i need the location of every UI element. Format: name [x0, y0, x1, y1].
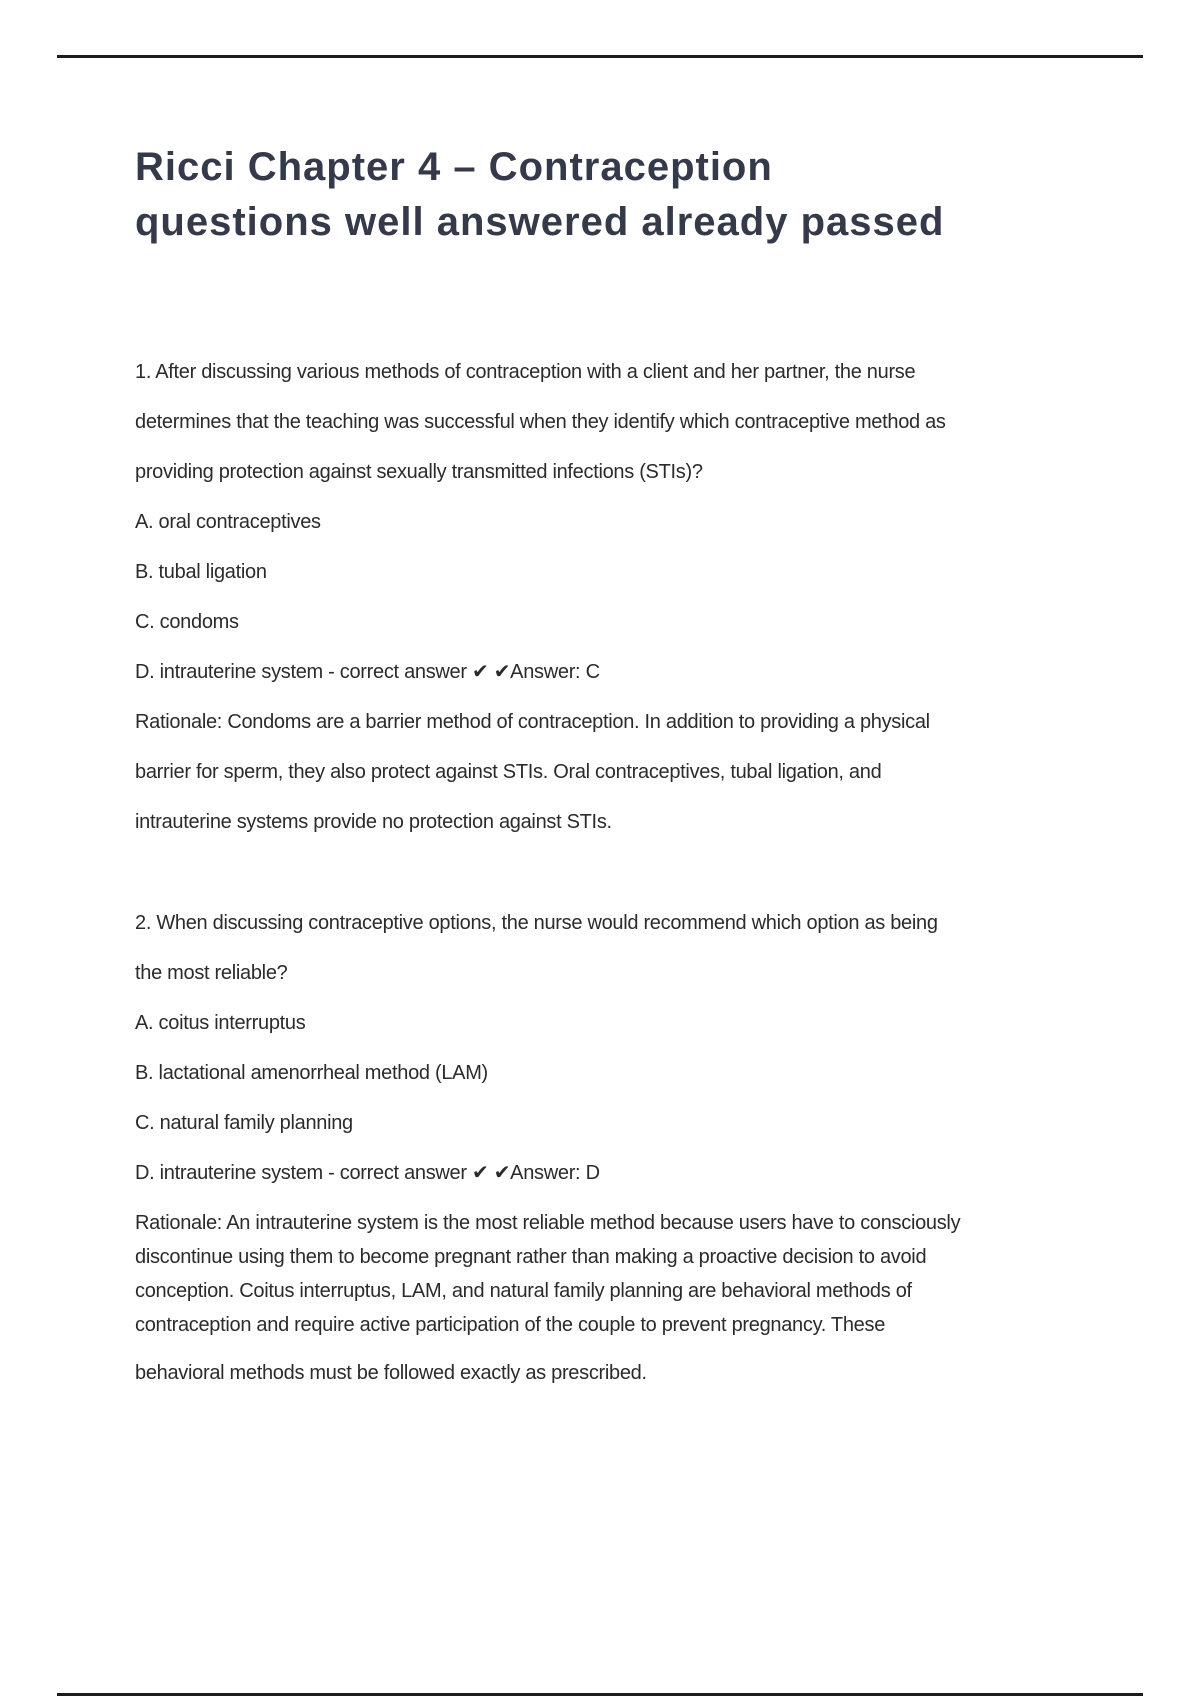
question-1-text-line: providing protection against sexually transmitted infections (STIs)? [135, 461, 703, 483]
title-line-1: Ricci Chapter 4 – Contraception [135, 145, 773, 189]
question-2-rationale-line: contraception and require active participation of the couple to prevent pregnancy. These [135, 1314, 886, 1336]
question-1-text-line: 1. After discussing various methods of contraception with a client and her partner, the nurse [135, 361, 916, 383]
question-2-option-c: C. natural family planning [135, 1112, 353, 1134]
question-2-rationale-line: Rationale: An intrauterine system is the most reliable method because users have to consciously [135, 1212, 961, 1234]
question-2 [135, 898, 1065, 1398]
question-1-option-a: A. oral contraceptives [135, 511, 321, 533]
question-1-text-line: determines that the teaching was successful when they identify which contraceptive method as [135, 411, 946, 433]
question-1-option-b: B. tubal ligation [135, 561, 267, 583]
question-1 [135, 347, 1065, 847]
question-1-rationale-line: intrauterine systems provide no protection against STIs. [135, 811, 612, 833]
title-line-2: questions well answered already passed [135, 200, 945, 244]
bottom-rule [57, 1693, 1143, 1696]
question-2-text-line: the most reliable? [135, 962, 288, 984]
question-2-rationale-line: conception. Coitus interruptus, LAM, and natural family planning are behavioral methods of [135, 1280, 912, 1302]
question-1-rationale-line: barrier for sperm, they also protect against STIs. Oral contraceptives, tubal ligation, and [135, 761, 882, 783]
question-2-rationale [135, 1206, 1065, 1342]
question-1-rationale-line: Rationale: Condoms are a barrier method of contraception. In addition to providing a physical [135, 711, 930, 733]
question-2-text-line: 2. When discussing contraceptive options, the nurse would recommend which option as being [135, 912, 938, 934]
question-2-answer-line: D. intrauterine system - correct answer ✔ ✔Answer: D [135, 1162, 600, 1184]
question-2-option-a: A. coitus interruptus [135, 1012, 306, 1034]
question-2-rationale-line: discontinue using them to become pregnant rather than making a proactive decision to avoid [135, 1246, 927, 1268]
page-title [135, 140, 1065, 250]
question-1-option-c: C. condoms [135, 611, 239, 633]
question-1-answer-line: D. intrauterine system - correct answer ✔ ✔Answer: C [135, 661, 600, 683]
document-page [135, 0, 1065, 1398]
question-2-rationale-final-line: behavioral methods must be followed exactly as prescribed. [135, 1362, 647, 1384]
question-2-option-b: B. lactational amenorrheal method (LAM) [135, 1062, 488, 1084]
